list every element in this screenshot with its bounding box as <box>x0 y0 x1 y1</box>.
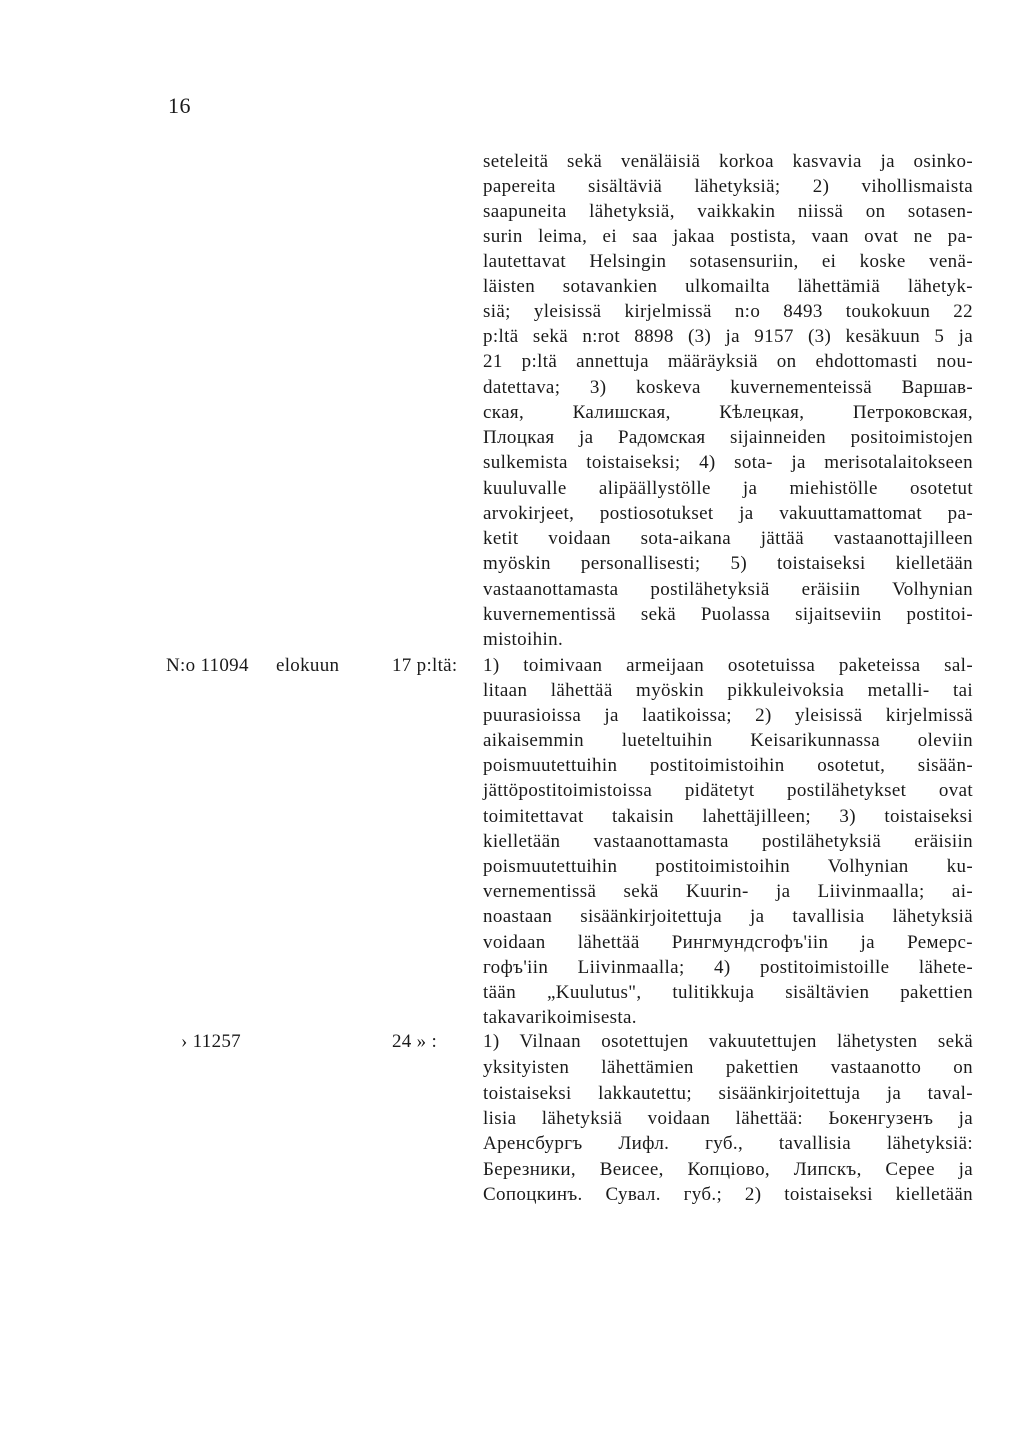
body-line: ская, Калишская, Кѣлецкая, Петроковская, <box>483 402 973 423</box>
body-line: vastaanottamasta postilähetyksiä eräisiin Volhynian <box>483 579 973 600</box>
body-line: jättöpostitoimistoissa pidätetyt postilähetykset ovat <box>483 780 973 801</box>
body-line: toimitettavat takaisin lahettäjilleen; 3) toistaiseksi <box>483 806 973 827</box>
body-line: yksityisten lähettämien pakettien vastaanotto on <box>483 1057 973 1078</box>
decree-month-11094: elokuun <box>276 655 340 676</box>
decree-number-11257: › 11257 <box>181 1031 241 1052</box>
body-line: saapuneita lähetyksiä, vaikkakin niissä on sotasen- <box>483 201 973 222</box>
body-line: гофъ'iin Liivinmaalla; 4) postitoimistoille lähete- <box>483 957 973 978</box>
body-line: noastaan sisäänkirjoitettuja ja tavallisia lähetyksiä <box>483 906 973 927</box>
page-number: 16 <box>168 93 191 118</box>
body-line: Аренсбургъ Лифл. губ., tavallisia lähetyksiä: <box>483 1133 973 1154</box>
body-line: 1) toimivaan armeijaan osotetuissa paketeissa sal- <box>483 655 973 676</box>
decree-day-11257: 24 » : <box>392 1031 438 1052</box>
body-line: surin leima, ei saa jakaa postista, vaan ovat ne pa- <box>483 226 973 247</box>
body-line: papereita sisältäviä lähetyksiä; 2) vihollismaista <box>483 176 973 197</box>
body-line: p:ltä sekä n:rot 8898 (3) ja 9157 (3) kesäkuun 5 ja <box>483 326 973 347</box>
body-line: Плоцкая ja Радомская sijainneiden positoimistojen <box>483 427 973 448</box>
body-line: tään „Kuulutus", tulitikkuja sisältävien pakettien <box>483 982 973 1003</box>
body-line: 1) Vilnaan osotettujen vakuutettujen lähetysten sekä <box>483 1031 973 1052</box>
body-line: 21 p:ltä annettuja määräyksiä on ehdottomasti nou- <box>483 351 973 372</box>
decree-number-11094: N:o 11094 <box>166 655 249 676</box>
body-line: seteleitä sekä venäläisiä korkoa kasvavia ja osinko- <box>483 151 973 172</box>
body-line: voidaan lähettää Рингмундсгофъ'iin ja Ремерс- <box>483 932 973 953</box>
body-line: Березники, Веисее, Копціово, Липскъ, Серее ja <box>483 1159 973 1180</box>
body-line: kuuluvalle alipäällystölle ja miehistölle osotetut <box>483 478 973 499</box>
body-line: läisten sotavankien ulkomailta lähettämiä lähetyk- <box>483 276 973 297</box>
body-line: takavarikoimisesta. <box>483 1007 637 1028</box>
body-line: toistaiseksi lakkautettu; sisäänkirjoitettuja ja taval- <box>483 1083 973 1104</box>
decree-day-11094: 17 p:ltä: <box>392 655 458 676</box>
body-line: sulkemista toistaiseksi; 4) sota- ja merisotalaitokseen <box>483 452 973 473</box>
body-line: lisia lähetyksiä voidaan lähettää: Ьокенгузенъ ja <box>483 1108 973 1129</box>
body-line: lautettavat Helsingin sotasensuriin, ei koske venä- <box>483 251 973 272</box>
body-line: kuvernementissä sekä Puolassa sijaitseviin postitoi- <box>483 604 973 625</box>
body-line: puurasioissa ja laatikoissa; 2) yleisissä kirjelmissä <box>483 705 973 726</box>
body-line: poismuutettuihin postitoimistoihin osotetut, sisään- <box>483 755 973 776</box>
body-line: poismuutettuihin postitoimistoihin Volhynian ku- <box>483 856 973 877</box>
body-line: mistoihin. <box>483 629 564 650</box>
body-line: kielletään vastaanottamasta postilähetyksiä eräisiin <box>483 831 973 852</box>
body-line: datettava; 3) koskeva kuvernementeissä Варшав- <box>483 377 973 398</box>
body-line: siä; yleisissä kirjelmissä n:o 8493 toukokuun 22 <box>483 301 973 322</box>
body-line: Сопоцкинъ. Сувал. губ.; 2) toistaiseksi kielletään <box>483 1184 973 1205</box>
body-line: litaan lähettää myöskin pikkuleivoksia metalli- tai <box>483 680 973 701</box>
body-line: ketit voidaan sota-aikana jättää vastaanottajilleen <box>483 528 973 549</box>
body-line: myöskin personallisesti; 5) toistaiseksi kielletään <box>483 553 973 574</box>
body-line: vernementissä sekä Kuurin- ja Liivinmaalla; ai- <box>483 881 973 902</box>
body-line: aikaisemmin lueteltuihin Keisarikunnassa oleviin <box>483 730 973 751</box>
body-line: arvokirjeet, postiosotukset ja vakuuttamattomat pa- <box>483 503 973 524</box>
